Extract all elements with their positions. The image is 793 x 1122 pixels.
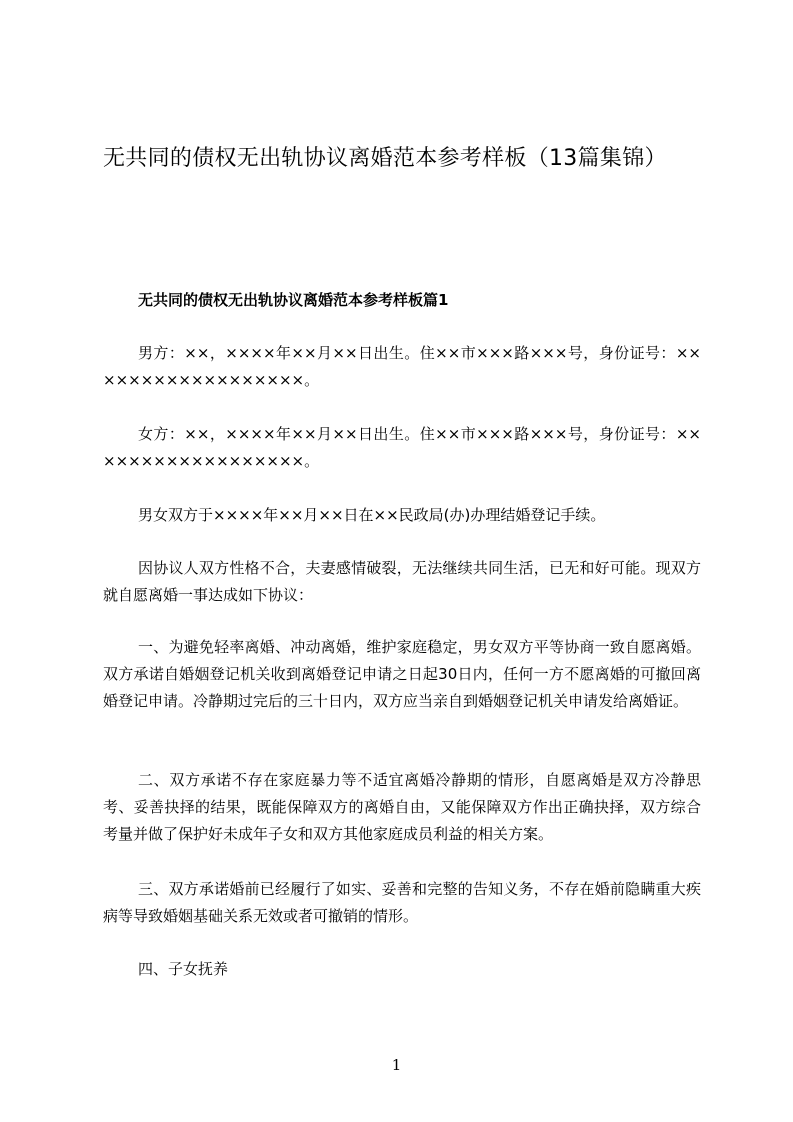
paragraph-marriage-registration: 男女双方于××××年××月××日在××民政局(办)办理结婚登记手续。 (138, 506, 606, 524)
paragraph-clause-1: 一、为避免轻率离婚、冲动离婚，维护家庭稳定，男女双方平等协商一致自愿离婚。双方承诺自婚姻登记机关收到离婚登记申请之日起30日内，任何一方不愿离婚的可撤回离婚登记申请。冷静期过完后的三十日内，双方应当亲自到婚姻登记机关申请发给离婚证。 (103, 638, 701, 710)
paragraph-clause-3: 三、双方承诺婚前已经履行了如实、妥善和完整的告知义务，不存在婚前隐瞒重大疾病等导致婚姻基础关系无效或者可撤销的情形。 (103, 880, 701, 925)
document-title: 无共同的债权无出轨协议离婚范本参考样板（13篇集锦） (103, 146, 667, 171)
paragraph-female-party: 女方：××，××××年××月××日出生。住××市×××路×××号，身份证号：××××××××××××××××××。 (103, 425, 701, 470)
page-number: 1 (391, 1056, 402, 1074)
paragraph-divorce-reason: 因协议人双方性格不合，夫妻感情破裂，无法继续共同生活，已无和好可能。现双方就自愿离婚一事达成如下协议： (103, 559, 701, 604)
section-heading: 无共同的债权无出轨协议离婚范本参考样板篇1 (138, 291, 449, 309)
paragraph-clause-4-heading: 四、子女抚养 (138, 960, 229, 978)
paragraph-clause-2: 二、双方承诺不存在家庭暴力等不适宜离婚冷静期的情形，自愿离婚是双方冷静思考、妥善抉择的结果，既能保障双方的离婚自由，又能保障双方作出正确抉择，双方综合考量并做了保护好未成年子女和双方其他家庭成员利益的相关方案。 (103, 771, 701, 843)
paragraph-male-party: 男方：××，××××年××月××日出生。住××市×××路×××号，身份证号：××××××××××××××××××。 (103, 344, 701, 389)
